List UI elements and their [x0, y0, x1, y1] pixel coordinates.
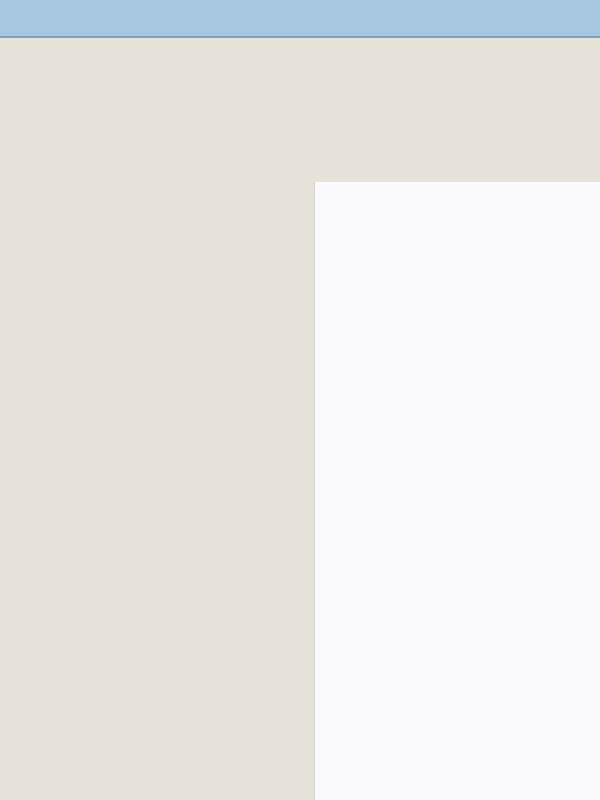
headline-banner: [0, 0, 600, 38]
right-column: [316, 42, 592, 43]
blank-area: [314, 182, 600, 800]
left-column: [14, 42, 307, 43]
